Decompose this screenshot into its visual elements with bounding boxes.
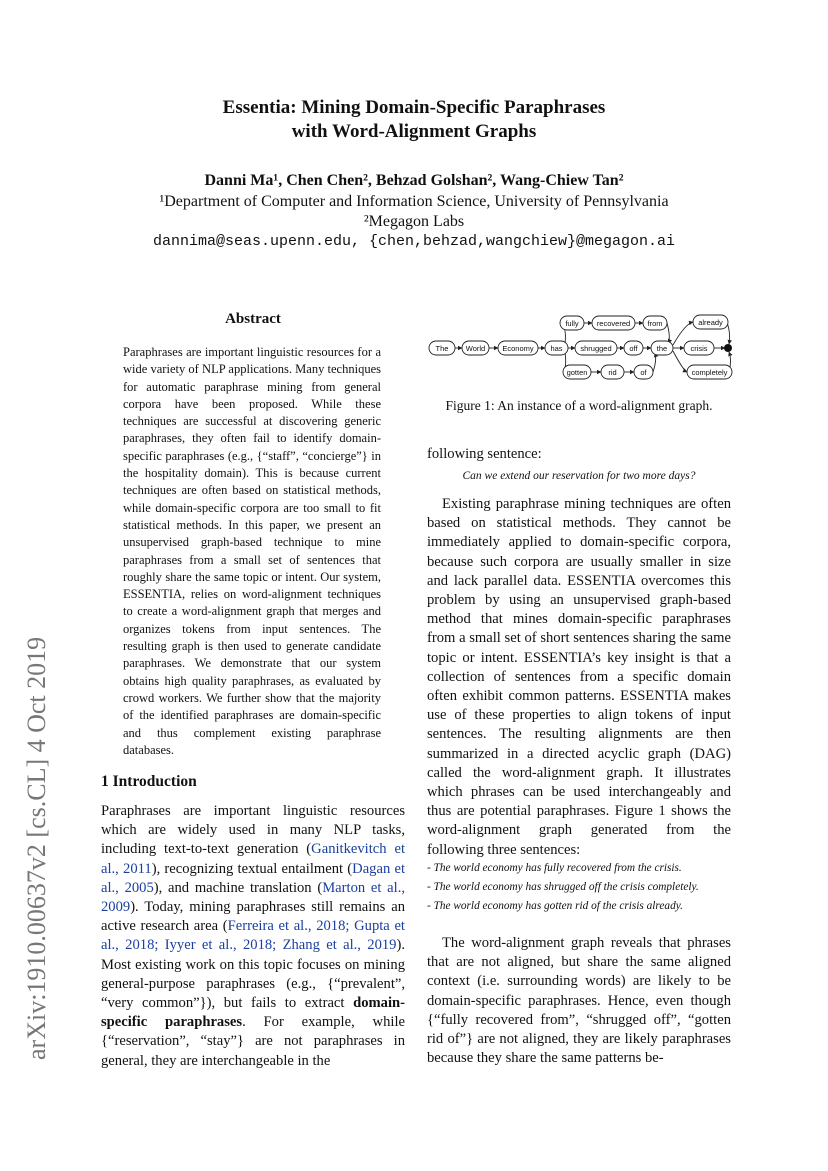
affiliation-2: ²Megagon Labs xyxy=(363,213,465,230)
paragraph-word-alignment-text: The word-alignment graph reveals that phrases that are not aligned, but share the same aligned context (i.e. surrounding words) are likely to be domain-specific paraphrases. Hence, even though {“fully recovered from”, “shrugged off”, “gotten rid of”} are not aligned, they are likely paraphrases because they share the same patterns be- xyxy=(427,935,731,1067)
title-line-2: with Word-Alignment Graphs xyxy=(291,121,537,142)
label-completely: completely xyxy=(691,368,728,377)
intro-paragraph xyxy=(101,802,405,1071)
label-economy: Economy xyxy=(502,344,534,353)
label-rid: rid xyxy=(608,368,617,377)
label-has: has xyxy=(550,344,563,353)
list-item: - The world economy has gotten rid of the crisis already. xyxy=(427,900,683,912)
label-of: of xyxy=(640,368,647,377)
citation-marton[interactable]: Marton et al., 2009 xyxy=(101,879,406,916)
paragraph-existing-techniques-text: Existing paraphrase mining techniques are often based on statistical methods. They cannot be immediately applied to domain-specific corpora, because such corpora are usually smaller in size and lack parallel data. ESSENTIA overcomes this problem by using an unsupervised graph-based method that mines domain-specific paraphrases from a small set of short sentences sharing the same topic or intent. ESSENTIA’s key insight is that a collection of sentences from a specific domain often exhibit common patterns. ESSENTIA makes use of these properties to align tokens of input sentences. The resulting alignments are then summarized in a directed acyclic graph (DAG) called the word-alignment graph. It illustrates which phrases can be used interchangeably and thus are potential paraphrases. Figure 1 shows the word-alignment graph generated from the following three sentences: xyxy=(427,496,731,858)
example-sentence-list xyxy=(427,859,731,916)
label-from: from xyxy=(647,319,663,328)
affiliation-1: ¹Department of Computer and Information Science, University of Pennsylvania xyxy=(159,193,669,210)
intro-text-f: . For example, while {“reservation”, “stay”} are not paraphrases in general, they are interchangeable in the xyxy=(101,1014,405,1069)
label-world: World xyxy=(465,344,486,353)
list-item: - The world economy has shrugged off the crisis completely. xyxy=(427,881,699,893)
label-recovered: recovered xyxy=(596,319,631,328)
intro-text-c: ), and machine translation ( xyxy=(153,879,323,896)
intro-text-e: ). Most existing work on this topic focuses on mining general-purpose paraphrases (e.g., {“prevalent”, “very common”}), but fails to extract xyxy=(101,937,405,1012)
graph-end-node xyxy=(724,344,732,352)
authors: Danni Ma¹, Chen Chen², Behzad Golshan², Wang-Chiew Tan² xyxy=(204,172,624,189)
intro-text-b: ), recognizing textual entailment ( xyxy=(151,860,353,877)
intro-bold-term: domain-specific paraphrases xyxy=(101,995,405,1031)
label-crisis: crisis xyxy=(690,344,708,353)
label-the: The xyxy=(435,344,449,353)
arxiv-stamp: arXiv:1910.00637v2 [cs.CL] 4 Oct 2019 xyxy=(22,636,51,1060)
section-heading-introduction: 1 Introduction xyxy=(101,773,197,790)
following-sentence-lead: following sentence: xyxy=(427,446,542,462)
abstract-heading: Abstract xyxy=(225,311,281,327)
label-off: off xyxy=(629,344,638,353)
abstract-text: Paraphrases are important linguistic resources for a wide variety of NLP applications. Many techniques for automatic paraphrase mining from general corpora have been proposed. While these techniques are successful at discovering generic paraphrases, they often fail to identify domain-specific paraphrases (e.g., {“staff”, “concierge”} in the hospitality domain). This is because current techniques are often based on statistical methods, while domain-specific corpora are too small to fit statistical methods. In this paper, we present an unsupervised graph-based technique to mine paraphrases from a small set of sentences that roughly share the same topic or intent. Our system, ESSENTIA, relies on word-alignment techniques to create a word-alignment graph that merges and organizes tokens from input sentences. The resulting graph is then used to generate candidate paraphrases. We demonstrate that our system obtains high quality paraphrases, as evaluated by crowd workers. We further show that the majority of the identified paraphrases are domain-specific and thus complement existing paraphrase databases. xyxy=(123,345,381,757)
label-the-2: the xyxy=(656,344,668,353)
title-line-1: Essentia: Mining Domain-Specific Paraphrases xyxy=(222,97,606,118)
word-alignment-graph xyxy=(425,308,735,384)
paragraph-existing-techniques xyxy=(427,495,731,860)
list-item: - The world economy has fully recovered from the crisis. xyxy=(427,862,682,874)
example-sentence: Can we extend our reservation for two more days? xyxy=(462,470,696,482)
label-shrugged: shrugged xyxy=(580,344,612,353)
citation-group[interactable]: Ferreira et al., 2018; Gupta et al., 2018; Iyyer et al., 2018; Zhang et al., 2019 xyxy=(101,918,405,954)
citation-ganitkevitch[interactable]: Ganitkevitch et al., 2011 xyxy=(101,841,405,877)
intro-text-d: ). Today, mining paraphrases still remains an active research area ( xyxy=(101,899,405,935)
citation-dagan[interactable]: Dagan et al., 2005 xyxy=(101,860,405,896)
label-fully: fully xyxy=(565,319,579,328)
label-already: already xyxy=(698,318,723,327)
label-gotten: gotten xyxy=(566,368,588,377)
figure-caption: Figure 1: An instance of a word-alignment graph. xyxy=(445,398,713,413)
author-emails: dannima@seas.upenn.edu, {chen,behzad,wangchiew}@megagon.ai xyxy=(152,233,676,250)
paper-title xyxy=(0,96,828,144)
paragraph-word-alignment xyxy=(427,934,731,1068)
intro-text-a: Paraphrases are important linguistic resources which are widely used in many NLP tasks, including text-to-text generation ( xyxy=(101,803,405,858)
